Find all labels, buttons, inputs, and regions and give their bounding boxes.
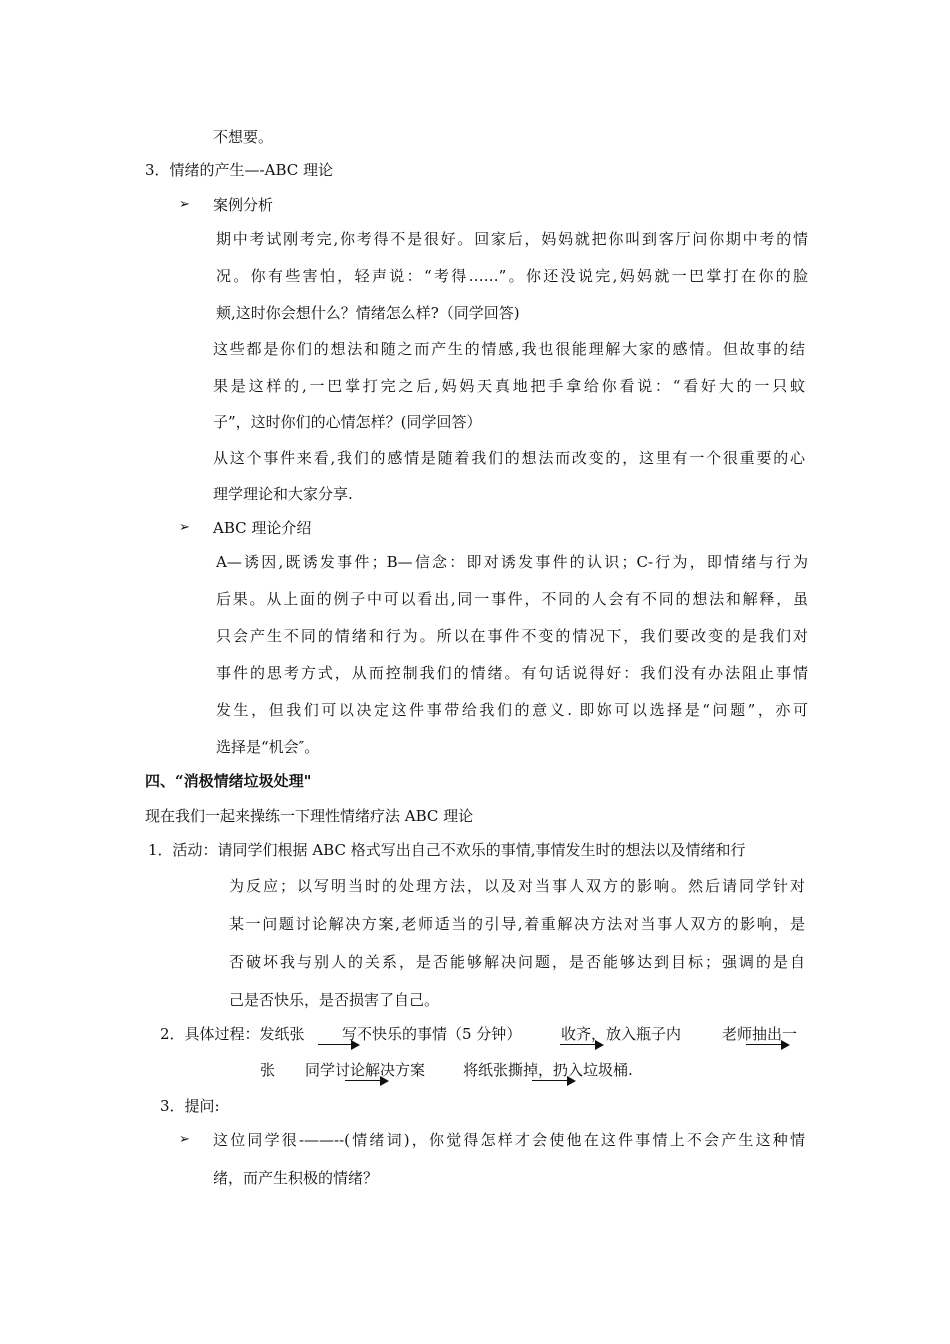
text-line: 发生，但我们可以决定这件事带给我们的意义. 即妳可以选择是“问题”，亦可 — [216, 701, 808, 719]
process-step: 将纸张撕掉，扔入垃圾桶. — [463, 1061, 633, 1079]
text-line: A—诱因,既诱发事件；B—信念：即对诱发事件的认识；C-行为，即情绪与行为 — [216, 553, 808, 571]
list-item-heading: 1．活动：请同学们根据 ABC 格式写出自己不欢乐的事情,事情发生时的想法以及情绪和行 — [148, 841, 746, 859]
text-line: 只会产生不同的情绪和行为。所以在事件不变的情况下，我们要改变的是我们对 — [216, 627, 808, 645]
process-step: 张 — [260, 1061, 276, 1079]
bullet-arrow-icon: ➢ — [179, 1132, 190, 1147]
text-line: 期中考试刚考完,你考得不是很好。回家后，妈妈就把你叫到客厅问你期中考的情 — [216, 230, 808, 248]
text-line: 这位同学很-——--(情绪词)，你觉得怎样才会使他在这件事情上不会产生这种情 — [213, 1131, 805, 1149]
section-heading: 四、“消极情绪垃圾处理" — [145, 772, 312, 790]
process-step: 写不快乐的事情（5 分钟） — [342, 1025, 522, 1043]
text-line: 这些都是你们的想法和随之而产生的情感,我也很能理解大家的感情。但故事的结 — [213, 340, 805, 358]
sub-heading: ABC 理论介绍 — [213, 519, 312, 537]
text-line: 为反应；以写明当时的处理方法，以及对当事人双方的影响。然后请同学针对 — [229, 877, 805, 895]
text-line: 从这个事件来看,我们的感情是随着我们的想法而改变的，这里有一个很重要的心 — [213, 449, 805, 467]
bullet-arrow-icon: ➢ — [179, 197, 190, 212]
text-line: 子”，这时你们的心情怎样？(同学回答） — [213, 413, 482, 431]
process-step: 2．具体过程：发纸张 — [160, 1025, 305, 1043]
list-item-heading: 3．提问: — [160, 1097, 220, 1115]
sub-heading: 案例分析 — [213, 196, 274, 214]
bullet-arrow-icon: ➢ — [179, 520, 190, 535]
text-line: 不想要。 — [213, 128, 274, 146]
text-line: 己是否快乐，是否损害了自己。 — [229, 991, 440, 1009]
text-line: 果是这样的,一巴掌打完之后,妈妈天真地把手拿给你看说：“看好大的一只蚊 — [213, 377, 805, 395]
process-step: 老师抽出一 — [722, 1025, 798, 1043]
process-step: 同学讨论解决方案 — [305, 1061, 426, 1079]
arrow-right-icon — [532, 1076, 576, 1086]
text-line: 绪，而产生积极的情绪？ — [213, 1169, 379, 1187]
section-heading: 3．情绪的产生—-ABC 理论 — [145, 161, 333, 179]
text-line: 后果。从上面的例子中可以看出,同一事件，不同的人会有不同的想法和解释，虽 — [216, 590, 808, 608]
text-line: 否破坏我与别人的关系，是否能够解决问题，是否能够达到目标；强调的是自 — [229, 953, 805, 971]
text-line: 某一问题讨论解决方案,老师适当的引导,着重解决方法对当事人双方的影响，是 — [229, 915, 805, 933]
process-step: 收齐，放入瓶子内 — [561, 1025, 682, 1043]
text-line: 况。你有些害怕，轻声说：“考得……”。你还没说完,妈妈就一巴掌打在你的脸 — [216, 267, 808, 285]
text-line: 理学理论和大家分享. — [213, 485, 353, 503]
arrow-right-icon — [345, 1076, 389, 1086]
text-line: 事件的思考方式，从而控制我们的情绪。有句话说得好：我们没有办法阻止事情 — [216, 664, 808, 682]
text-line: 现在我们一起来操练一下理性情绪疗法 ABC 理论 — [145, 807, 474, 825]
text-line: 颊,这时你会想什么？情绪怎么样?（同学回答) — [216, 304, 520, 322]
text-line: 选择是“机会″。 — [216, 738, 320, 756]
